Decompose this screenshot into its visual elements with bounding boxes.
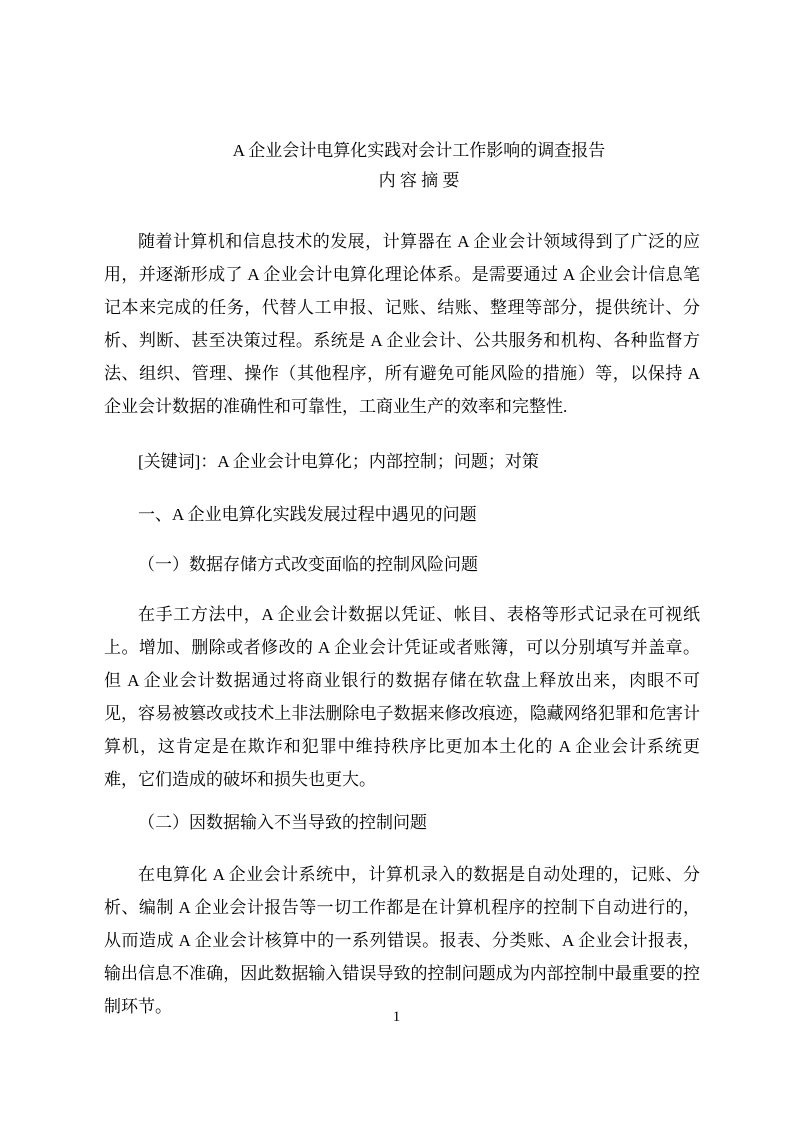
page-number: 1	[392, 1009, 401, 1025]
abstract-heading: 内 容 摘 要	[378, 171, 460, 190]
section-1-heading: 一、A 企业电算化实践发展过程中遇见的问题	[138, 505, 477, 524]
subsection-1-2-heading: （二）因数据输入不当导致的控制问题	[138, 813, 427, 832]
subsection-1-2-body: 在电算化 A 企业会计系统中，计算机录入的数据是自动处理的，记账、分析、编制 A 企业会计报告等一切工作都是在计算机程序的控制下自动进行的，从而造成 A 企业会计核算中的一系列错误。报表、分类账、A 企业会计报表，输出信息不准确，因此数据输入错误导致的控制问题成为内部控制中最重要的控制环节。	[104, 865, 700, 1016]
document-title: A 企业会计电算化实践对会计工作影响的调查报告	[232, 141, 606, 160]
abstract-paragraph: 随着计算机和信息技术的发展，计算器在 A 企业会计领域得到了广泛的应用，并逐渐形成了 A 企业会计电算化理论体系。是需要通过 A 企业会计信息笔记本来完成的任务，代替人工申报、记账、结账、整理等部分，提供统计、分析、判断、甚至决策过程。系统是 A 企业会计、公共服务和机构、各种监督方法、组织、管理、操作（其他程序，所有避免可能风险的措施）等，以保持 A 企业会计数据的准确性和可靠性，工商业生产的效率和完整性.	[104, 232, 700, 416]
subsection-1-1-body: 在手工方法中，A 企业会计数据以凭证、帐目、表格等形式记录在可视纸上。增加、删除或者修改的 A 企业会计凭证或者账簿，可以分别填写并盖章。 但 A 企业会计数据通过将商业银行的数据存储在软盘上释放出来，肉眼不可见，容易被篡改或技术上非法删除电子数据来修改痕迹，隐藏网络犯罪和危害计算机，这肯定是在欺诈和犯罪中维持秩序比更加本土化的 A 企业会计系统更难，它们造成的破坏和损失也更大。	[104, 605, 700, 789]
subsection-1-1-heading: （一）数据存储方式改变面临的控制风险问题	[138, 555, 478, 574]
keywords-line: [关键词]：A 企业会计电算化；内部控制；问题；对策	[138, 452, 539, 471]
page-content	[104, 0, 700, 1023]
